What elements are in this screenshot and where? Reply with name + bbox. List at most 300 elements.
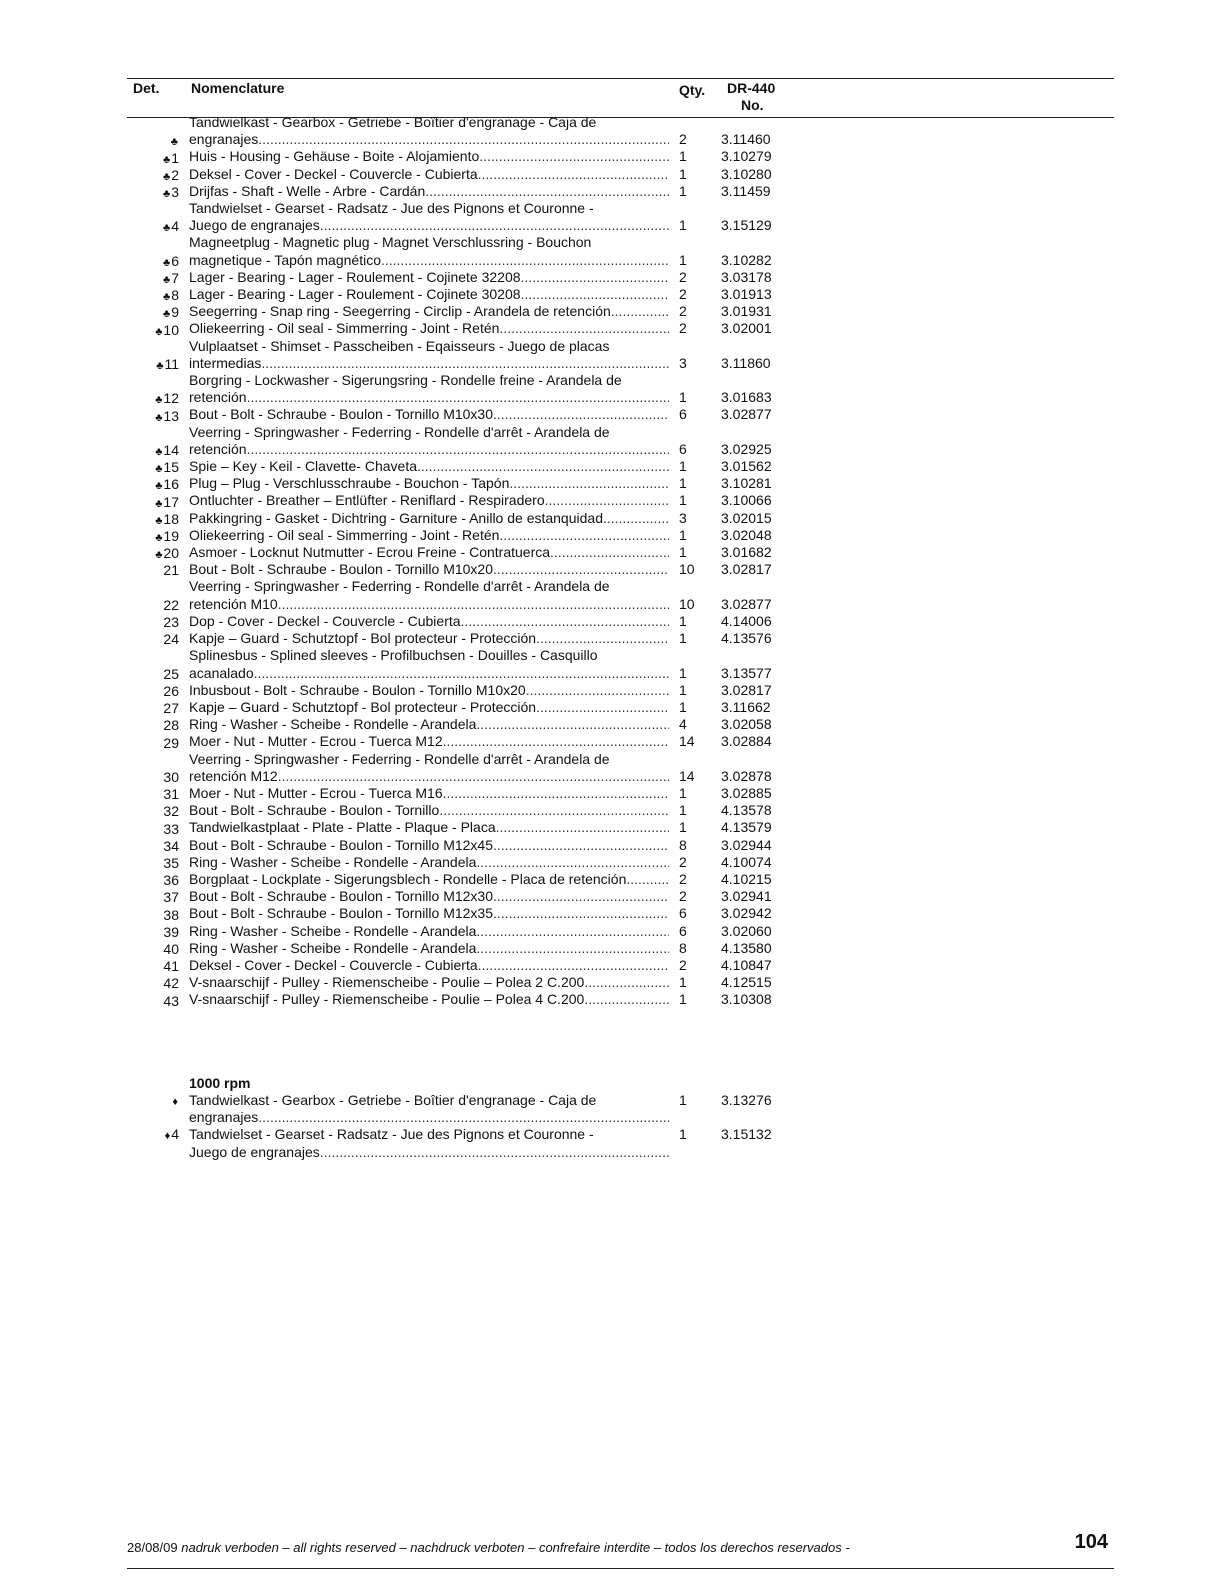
part-description-line: Asmoer - Locknut Nutmutter - Ecrou Freine - Contratuerca bbox=[189, 544, 551, 561]
part-number: 3.02060 bbox=[721, 922, 772, 939]
part-row bbox=[127, 510, 807, 527]
part-nomenclature bbox=[189, 854, 669, 871]
part-det bbox=[127, 924, 179, 940]
part-det bbox=[127, 907, 179, 923]
part-qty: 2 bbox=[679, 268, 687, 285]
part-description-line: Borgring - Lockwasher - Sigerungsring - Rondelle freine - Arandela de bbox=[189, 372, 622, 389]
part-det bbox=[127, 941, 179, 957]
part-number: 3.01913 bbox=[721, 286, 772, 303]
dot-leader bbox=[626, 871, 669, 888]
part-description-line: Tandwielkast - Gearbox - Getriebe - Boîtier d'engranage - Caja de bbox=[189, 1092, 597, 1108]
dot-leader bbox=[536, 699, 669, 716]
header-det: Det. bbox=[133, 80, 160, 96]
part-det bbox=[127, 476, 179, 492]
part-det-number: 27 bbox=[163, 700, 179, 717]
part-qty: 2 bbox=[679, 888, 687, 905]
part-det bbox=[127, 304, 179, 320]
part-number: 3.01682 bbox=[721, 544, 772, 561]
dot-leader bbox=[320, 1144, 669, 1161]
part-row bbox=[127, 148, 807, 165]
part-row bbox=[127, 613, 807, 630]
club-icon: ♣ bbox=[155, 325, 163, 338]
part-description-line: Tandwielkastplaat - Plate - Platte - Plaque - Placa bbox=[189, 819, 496, 836]
part-det-number: 10 bbox=[163, 321, 179, 338]
part-number: 3.02001 bbox=[721, 320, 772, 337]
part-description-line: Splinesbus - Splined sleeves - Profilbuchsen - Douilles - Casquillo bbox=[189, 647, 598, 664]
part-det-number: 3 bbox=[171, 184, 179, 201]
club-icon: ♣ bbox=[156, 360, 164, 373]
part-qty: 1 bbox=[679, 182, 687, 199]
part-det-number: 17 bbox=[163, 493, 179, 510]
part-det-number: 43 bbox=[163, 992, 179, 1009]
dot-leader bbox=[381, 252, 669, 269]
diamond-icon: ♦ bbox=[172, 1096, 178, 1108]
part-description-line: Plug – Plug - Verschlusschraube - Bouchon - Tapón bbox=[189, 475, 510, 492]
part-det bbox=[127, 494, 179, 510]
part-row bbox=[127, 630, 807, 647]
part-description-line: intermedias bbox=[189, 354, 262, 371]
part-qty: 2 bbox=[679, 853, 687, 870]
rpm-section-title: 1000 rpm bbox=[189, 1075, 251, 1091]
part-number: 3.10281 bbox=[721, 475, 772, 492]
part-description-line: Ring - Washer - Scheibe - Rondelle - Arandela bbox=[189, 716, 477, 733]
rpm-section bbox=[127, 1075, 807, 1161]
part-number: 4.10847 bbox=[721, 956, 772, 973]
part-description-line: Lager - Bearing - Lager - Roulement - Cojinete 30208 bbox=[189, 286, 521, 303]
part-qty: 1 bbox=[679, 1126, 687, 1143]
part-row bbox=[127, 114, 807, 148]
club-icon: ♣ bbox=[155, 497, 163, 510]
part-row bbox=[127, 166, 807, 183]
part-number: 3.02944 bbox=[721, 836, 772, 853]
part-det-number: 41 bbox=[163, 958, 179, 975]
part-number: 3.02817 bbox=[721, 681, 772, 698]
part-nomenclature bbox=[189, 458, 669, 475]
part-qty: 1 bbox=[679, 1092, 687, 1108]
part-description-line: Lager - Bearing - Lager - Roulement - Cojinete 32208 bbox=[189, 268, 521, 285]
part-row bbox=[127, 991, 807, 1008]
part-det bbox=[127, 184, 179, 200]
part-nomenclature bbox=[189, 819, 669, 836]
part-nomenclature bbox=[189, 527, 669, 544]
part-det-number: 20 bbox=[163, 545, 179, 562]
part-qty: 1 bbox=[679, 148, 687, 165]
part-nomenclature bbox=[189, 372, 669, 406]
part-row bbox=[127, 682, 807, 699]
dot-leader bbox=[526, 682, 669, 699]
part-description-line: Magneetplug - Magnetic plug - Magnet Verschlussring - Bouchon bbox=[189, 234, 592, 251]
dot-leader bbox=[247, 389, 669, 406]
part-row bbox=[127, 234, 807, 268]
dot-leader bbox=[550, 544, 669, 561]
dot-leader bbox=[417, 458, 669, 475]
part-qty: 1 bbox=[679, 492, 687, 509]
part-det-number: 8 bbox=[171, 287, 179, 304]
part-qty: 1 bbox=[679, 217, 687, 234]
part-det bbox=[127, 872, 179, 888]
dot-leader bbox=[278, 768, 669, 785]
part-det bbox=[127, 683, 179, 699]
part-qty: 8 bbox=[679, 836, 687, 853]
part-description-line: Bout - Bolt - Schraube - Boulon - Tornillo M10x20 bbox=[189, 561, 494, 578]
part-row bbox=[127, 200, 807, 234]
part-det bbox=[127, 958, 179, 974]
part-number: 3.01931 bbox=[721, 303, 772, 320]
part-det bbox=[127, 993, 179, 1009]
part-qty: 1 bbox=[679, 784, 687, 801]
club-icon: ♣ bbox=[162, 170, 171, 183]
club-icon: ♣ bbox=[155, 514, 163, 527]
part-row bbox=[127, 286, 807, 303]
part-det-number: 11 bbox=[164, 356, 179, 373]
part-description-line: Seegerring - Snap ring - Seegerring - Circlip - Arandela de retención bbox=[189, 303, 611, 320]
dot-leader bbox=[461, 613, 669, 630]
dot-leader bbox=[478, 957, 669, 974]
part-det-number: 33 bbox=[163, 820, 179, 837]
part-qty: 1 bbox=[679, 612, 687, 629]
part-det bbox=[127, 545, 179, 561]
part-description-line: Kapje – Guard - Schutztopf - Bol protecteur - Protección bbox=[189, 630, 537, 647]
part-qty: 2 bbox=[679, 956, 687, 973]
part-det-number: 19 bbox=[163, 528, 179, 545]
club-icon: ♣ bbox=[155, 446, 163, 459]
footer-date: 28/08/09 bbox=[127, 1540, 178, 1555]
club-icon: ♣ bbox=[162, 153, 171, 166]
part-number: 4.13580 bbox=[721, 939, 772, 956]
footer bbox=[127, 1531, 1114, 1569]
footer-rights: nadruk verboden – all rights reserved – nachdruck verboten – confrefaire interdite – todos los derechos reservados - bbox=[181, 1540, 850, 1555]
part-row bbox=[127, 424, 807, 458]
part-det-number: 32 bbox=[163, 803, 179, 820]
part-description-line: Kapje – Guard - Schutztopf - Bol protecteur - Protección bbox=[189, 698, 537, 715]
part-description-line: Borgplaat - Lockplate - Sigerungsblech - Rondelle - Placa de retención bbox=[189, 870, 627, 887]
part-number: 4.13576 bbox=[721, 630, 772, 647]
part-row bbox=[127, 269, 807, 286]
part-qty: 1 bbox=[679, 681, 687, 698]
dot-leader bbox=[479, 148, 669, 165]
part-number: 3.11459 bbox=[721, 182, 771, 199]
dot-leader bbox=[443, 785, 669, 802]
part-description-line: Bout - Bolt - Schraube - Boulon - Tornillo M12x35 bbox=[189, 905, 494, 922]
part-row bbox=[127, 837, 807, 854]
part-number: 3.02048 bbox=[721, 526, 772, 543]
part-qty: 14 bbox=[679, 733, 695, 750]
part-number: 3.13577 bbox=[721, 664, 772, 681]
part-row bbox=[127, 406, 807, 423]
part-nomenclature bbox=[189, 148, 669, 165]
part-nomenclature bbox=[189, 785, 669, 802]
part-nomenclature bbox=[189, 733, 669, 750]
dot-leader bbox=[584, 991, 669, 1008]
club-icon: ♣ bbox=[162, 256, 171, 269]
dot-leader bbox=[521, 269, 669, 286]
part-qty: 10 bbox=[679, 561, 695, 578]
part-nomenclature bbox=[189, 561, 669, 578]
part-nomenclature bbox=[189, 166, 669, 183]
dot-leader bbox=[439, 802, 669, 819]
part-row bbox=[127, 785, 807, 802]
header-model: DR-440 bbox=[727, 80, 776, 96]
part-det bbox=[127, 356, 179, 372]
part-row bbox=[127, 751, 807, 785]
part-qty: 2 bbox=[679, 303, 687, 320]
part-row bbox=[127, 888, 807, 905]
part-description-line: Ring - Washer - Scheibe - Rondelle - Arandela bbox=[189, 939, 477, 956]
part-row bbox=[127, 561, 807, 578]
part-det-number: 35 bbox=[163, 854, 179, 871]
part-number: 3.15129 bbox=[721, 217, 772, 234]
dot-leader bbox=[584, 974, 669, 991]
part-nomenclature bbox=[189, 183, 669, 200]
part-det-number: 38 bbox=[163, 906, 179, 923]
club-icon: ♣ bbox=[155, 463, 163, 476]
dot-leader bbox=[545, 492, 669, 509]
dot-leader bbox=[493, 406, 669, 423]
part-number: 3.02877 bbox=[721, 406, 772, 423]
part-qty: 10 bbox=[679, 595, 695, 612]
dot-leader bbox=[476, 923, 669, 940]
part-description-line: Spie – Key - Keil - Clavette- Chaveta bbox=[189, 458, 417, 475]
part-description-line: Deksel - Cover - Deckel - Couvercle - Cubierta bbox=[189, 956, 478, 973]
part-nomenclature bbox=[189, 630, 669, 647]
part-number: 3.02885 bbox=[721, 784, 772, 801]
part-description-line: Tandwielkast - Gearbox - Getriebe - Boîtier d'engranage - Caja de bbox=[189, 114, 597, 130]
part-description-line: Oliekeerring - Oil seal - Simmerring - Joint - Retén bbox=[189, 320, 500, 337]
part-number: 3.02817 bbox=[721, 561, 772, 578]
part-qty: 4 bbox=[679, 716, 687, 733]
part-det-number: 26 bbox=[163, 682, 179, 699]
part-det-number: 40 bbox=[163, 940, 179, 957]
part-number: 4.10215 bbox=[721, 870, 772, 887]
part-nomenclature bbox=[189, 338, 669, 372]
dot-leader bbox=[476, 940, 669, 957]
part-nomenclature bbox=[189, 320, 669, 337]
part-description-line: Pakkingring - Gasket - Dichtring - Garniture - Anillo de estanquidad bbox=[189, 509, 603, 526]
dot-leader bbox=[247, 441, 669, 458]
part-det bbox=[127, 855, 179, 871]
part-qty: 6 bbox=[679, 905, 687, 922]
part-number: 3.15132 bbox=[721, 1126, 772, 1143]
part-description-line: Inbusbout - Bolt - Schraube - Boulon - Tornillo M10x20 bbox=[189, 681, 526, 698]
part-det bbox=[127, 821, 179, 837]
part-det bbox=[127, 408, 179, 424]
part-nomenclature bbox=[189, 578, 669, 612]
part-number: 3.01683 bbox=[721, 389, 772, 406]
part-det-number: 22 bbox=[163, 596, 179, 613]
part-qty: 1 bbox=[679, 165, 687, 182]
part-nomenclature bbox=[189, 699, 669, 716]
part-description-line: V-snaarschijf - Pulley - Riemenscheibe - Poulie – Polea 4 C.200 bbox=[189, 991, 585, 1008]
part-nomenclature bbox=[189, 802, 669, 819]
part-row bbox=[127, 1092, 807, 1126]
part-nomenclature bbox=[189, 492, 669, 509]
part-det bbox=[127, 253, 179, 269]
part-qty: 8 bbox=[679, 939, 687, 956]
part-nomenclature bbox=[189, 286, 669, 303]
part-qty: 1 bbox=[679, 389, 687, 406]
part-det-number: 4 bbox=[171, 218, 179, 235]
part-det-number: 18 bbox=[163, 510, 179, 527]
part-qty: 1 bbox=[679, 819, 687, 836]
part-qty: 1 bbox=[679, 664, 687, 681]
part-description-line: Bout - Bolt - Schraube - Boulon - Tornillo M10x30 bbox=[189, 406, 494, 423]
part-nomenclature bbox=[189, 269, 669, 286]
dot-leader bbox=[603, 510, 669, 527]
part-description-line: Ring - Washer - Scheibe - Rondelle - Arandela bbox=[189, 922, 477, 939]
dot-leader bbox=[536, 630, 669, 647]
part-nomenclature bbox=[189, 1092, 669, 1126]
part-row bbox=[127, 183, 807, 200]
part-nomenclature bbox=[189, 957, 669, 974]
header-qty: Qty. bbox=[679, 82, 706, 98]
part-det-number: 14 bbox=[163, 442, 179, 459]
part-nomenclature bbox=[189, 991, 669, 1008]
part-number: 3.02941 bbox=[721, 888, 772, 905]
part-det bbox=[127, 1126, 179, 1142]
part-qty: 3 bbox=[679, 509, 687, 526]
part-det bbox=[127, 218, 179, 234]
part-det bbox=[127, 666, 179, 682]
header-nomenclature: Nomenclature bbox=[191, 80, 285, 96]
club-icon: ♣ bbox=[155, 480, 163, 493]
part-description-line: Juego de engranajes bbox=[189, 217, 320, 234]
part-row bbox=[127, 303, 807, 320]
part-description-line: Deksel - Cover - Deckel - Couvercle - Cubierta bbox=[189, 165, 478, 182]
part-nomenclature bbox=[189, 1126, 669, 1160]
part-nomenclature bbox=[189, 303, 669, 320]
dot-leader bbox=[478, 166, 669, 183]
dot-leader bbox=[521, 286, 669, 303]
part-row bbox=[127, 957, 807, 974]
part-det bbox=[127, 700, 179, 716]
part-nomenclature bbox=[189, 200, 669, 234]
part-row bbox=[127, 527, 807, 544]
part-row bbox=[127, 372, 807, 406]
club-icon: ♣ bbox=[162, 222, 171, 235]
club-icon: ♣ bbox=[155, 549, 163, 562]
part-description-line: Moer - Nut - Mutter - Ecrou - Tuerca M12 bbox=[189, 733, 443, 750]
part-qty: 1 bbox=[679, 630, 687, 647]
part-det-number: 13 bbox=[163, 407, 179, 424]
part-number: 3.11860 bbox=[721, 354, 771, 371]
part-nomenclature bbox=[189, 647, 669, 681]
part-nomenclature bbox=[189, 424, 669, 458]
part-row bbox=[127, 923, 807, 940]
part-det-number: 16 bbox=[163, 476, 179, 493]
part-det-number: 29 bbox=[163, 734, 179, 751]
dot-leader bbox=[493, 905, 669, 922]
part-row bbox=[127, 854, 807, 871]
part-det bbox=[127, 631, 179, 647]
part-nomenclature bbox=[189, 406, 669, 423]
part-qty: 1 bbox=[679, 251, 687, 268]
part-description-line: retención bbox=[189, 389, 247, 406]
dot-leader bbox=[496, 819, 669, 836]
part-qty: 6 bbox=[679, 440, 687, 457]
part-description-line: Oliekeerring - Oil seal - Simmerring - Joint - Retén bbox=[189, 526, 500, 543]
part-number: 3.03178 bbox=[721, 268, 772, 285]
dot-leader bbox=[611, 303, 669, 320]
part-description-line: Veerring - Springwasher - Federring - Rondelle d'arrêt - Arandela de bbox=[189, 750, 610, 767]
part-row bbox=[127, 338, 807, 372]
part-description-line: Ontluchter - Breather – Entlüfter - Reniflard - Respiradero bbox=[189, 492, 545, 509]
part-det bbox=[127, 735, 179, 751]
club-icon: ♣ bbox=[170, 136, 178, 149]
part-row bbox=[127, 578, 807, 612]
part-qty: 2 bbox=[679, 131, 687, 148]
club-icon: ♣ bbox=[162, 308, 171, 321]
part-row bbox=[127, 733, 807, 750]
part-det-number: 31 bbox=[163, 786, 179, 803]
header-no: No. bbox=[741, 97, 764, 113]
part-description-line: Tandwielset - Gearset - Radsatz - Jue des Pignons et Couronne - bbox=[189, 1126, 594, 1143]
part-det bbox=[127, 803, 179, 819]
part-nomenclature bbox=[189, 475, 669, 492]
part-description-line: Vulplaatset - Shimset - Passcheiben - Eqaisseurs - Juego de placas bbox=[189, 337, 610, 354]
part-det-number: 2 bbox=[171, 166, 179, 183]
club-icon: ♣ bbox=[162, 291, 171, 304]
part-number: 4.13579 bbox=[721, 819, 772, 836]
part-number: 3.11662 bbox=[721, 698, 771, 715]
part-number: 3.10279 bbox=[721, 148, 772, 165]
parts-list bbox=[127, 114, 807, 1009]
part-det-number: 37 bbox=[163, 889, 179, 906]
part-number: 4.10074 bbox=[721, 853, 772, 870]
part-description-line: retención M12 bbox=[189, 767, 278, 784]
part-det-number: 28 bbox=[163, 717, 179, 734]
part-det bbox=[127, 132, 179, 148]
part-det bbox=[127, 167, 179, 183]
dot-leader bbox=[258, 1109, 669, 1126]
page-number: 104 bbox=[1074, 1531, 1108, 1553]
part-det-number: 21 bbox=[163, 562, 179, 579]
part-description-line: Bout - Bolt - Schraube - Boulon - Tornillo M12x30 bbox=[189, 888, 494, 905]
part-description-line: Ring - Washer - Scheibe - Rondelle - Arandela bbox=[189, 853, 477, 870]
club-icon: ♣ bbox=[155, 394, 163, 407]
dot-leader bbox=[509, 475, 669, 492]
part-description-line: Dop - Cover - Deckel - Couvercle - Cubierta bbox=[189, 612, 461, 629]
part-qty: 3 bbox=[679, 354, 687, 371]
part-description-line: Juego de engranajes bbox=[189, 1143, 320, 1160]
part-nomenclature bbox=[189, 923, 669, 940]
part-qty: 1 bbox=[679, 802, 687, 819]
part-row bbox=[127, 1126, 807, 1160]
dot-leader bbox=[258, 131, 669, 148]
part-number: 3.10308 bbox=[721, 991, 772, 1008]
part-nomenclature bbox=[189, 510, 669, 527]
part-det-number: 9 bbox=[171, 304, 179, 321]
part-det bbox=[127, 614, 179, 630]
part-qty: 1 bbox=[679, 991, 687, 1008]
part-number: 3.02925 bbox=[721, 440, 772, 457]
part-description-line: engranajes bbox=[189, 131, 259, 148]
part-description-line: Bout - Bolt - Schraube - Boulon - Tornillo M12x45 bbox=[189, 836, 494, 853]
dot-leader bbox=[493, 888, 669, 905]
part-det bbox=[127, 1092, 179, 1108]
part-det-number: 24 bbox=[163, 631, 179, 648]
part-det bbox=[127, 786, 179, 802]
part-det-number: 15 bbox=[163, 459, 179, 476]
dot-leader bbox=[493, 837, 669, 854]
part-det bbox=[127, 459, 179, 475]
part-qty: 1 bbox=[679, 526, 687, 543]
part-description-line: Veerring - Springwasher - Federring - Rondelle d'arrêt - Arandela de bbox=[189, 423, 610, 440]
part-row bbox=[127, 475, 807, 492]
part-det bbox=[127, 287, 179, 303]
part-det bbox=[127, 150, 179, 166]
part-nomenclature bbox=[189, 871, 669, 888]
part-description-line: Drijfas - Shaft - Welle - Arbre - Cardán bbox=[189, 182, 426, 199]
